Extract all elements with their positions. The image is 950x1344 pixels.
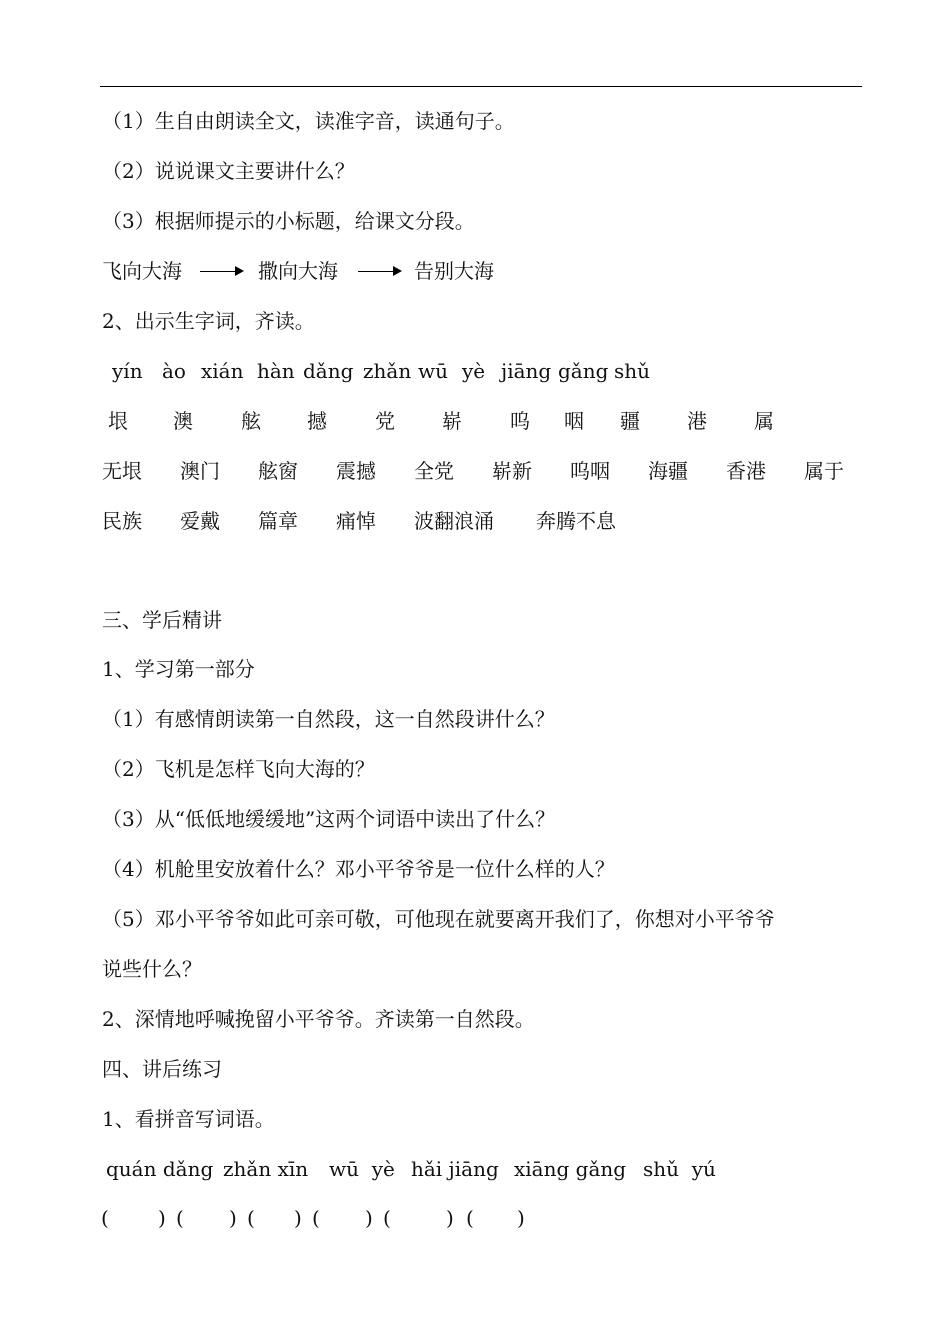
blank-open-paren: (	[312, 1206, 320, 1230]
word: 波翻浪涌	[414, 509, 494, 533]
flow-step-3: 告别大海	[414, 259, 494, 283]
word: 无垠	[102, 459, 142, 483]
section3-question-5: （5）邓小平爷爷如此可亲可敬，可他现在就要离开我们了，你想对小平爷爷	[102, 907, 775, 931]
blank-open-paren: (	[101, 1206, 109, 1230]
section4-task1: 1、看拼音写词语。	[102, 1107, 275, 1131]
blank-close-paren: )	[365, 1206, 373, 1230]
pinyin-word: xiāng gǎng	[514, 1157, 627, 1181]
word: 呜咽	[570, 459, 610, 483]
character: 港	[687, 409, 707, 433]
word: 痛悼	[336, 509, 376, 533]
intro-question-2: （2）说说课文主要讲什么？	[102, 159, 355, 183]
character: 属	[754, 409, 774, 433]
blank-close-paren: )	[446, 1206, 454, 1230]
word: 震撼	[336, 459, 376, 483]
character: 呜	[510, 409, 530, 433]
word: 澳门	[180, 459, 220, 483]
intro-question-3: （3）根据师提示的小标题，给课文分段。	[102, 209, 475, 233]
pinyin-word: quán dǎng	[106, 1157, 214, 1181]
word: 篇章	[258, 509, 298, 533]
arrow-right-icon	[358, 266, 402, 276]
character: 撼	[307, 409, 327, 433]
pinyin: yè	[462, 359, 486, 383]
pinyin: hàn	[257, 359, 295, 383]
pinyin-word: wū yè	[329, 1157, 395, 1181]
pinyin: gǎng	[558, 359, 609, 383]
section3-question-1: （1）有感情朗读第一自然段，这一自然段讲什么？	[102, 707, 555, 731]
character: 澳	[173, 409, 193, 433]
word: 全党	[414, 459, 454, 483]
word: 香港	[726, 459, 766, 483]
character: 党	[375, 409, 395, 433]
pinyin: jiāng	[501, 359, 552, 383]
flow-step-2: 撒向大海	[258, 259, 338, 283]
pinyin: zhǎn	[363, 359, 412, 383]
section3-part2: 2、深情地呼喊挽留小平爷爷。齐读第一自然段。	[102, 1007, 535, 1031]
section3-question-2: （2）飞机是怎样飞向大海的？	[102, 757, 375, 781]
intro-question-1: （1）生自由朗读全文，读准字音，读通句子。	[102, 109, 515, 133]
blank-open-paren: (	[176, 1206, 184, 1230]
word: 爱戴	[180, 509, 220, 533]
pinyin: xián	[201, 359, 244, 383]
word: 奔腾不息	[536, 509, 616, 533]
blank-open-paren: (	[247, 1206, 255, 1230]
character: 崭	[442, 409, 462, 433]
section3-question-4: （4）机舱里安放着什么？邓小平爷爷是一位什么样的人？	[102, 857, 615, 881]
character: 垠	[108, 409, 128, 433]
word: 属于	[804, 459, 844, 483]
character: 疆	[620, 409, 640, 433]
pinyin: yín	[112, 359, 143, 383]
word: 海疆	[648, 459, 688, 483]
section3-question-3: （3）从“低低地缓缓地”这两个词语中读出了什么？	[102, 807, 556, 831]
pinyin: ào	[162, 359, 186, 383]
pinyin: shǔ	[614, 359, 651, 383]
word: 舷窗	[258, 459, 298, 483]
character: 咽	[564, 409, 584, 433]
arrow-right-icon	[200, 266, 244, 276]
pinyin-word: shǔ yú	[643, 1157, 716, 1181]
blank-open-paren: (	[383, 1206, 391, 1230]
section3-question-5-cont: 说些什么？	[102, 957, 202, 981]
word: 民族	[102, 509, 142, 533]
blank-open-paren: (	[466, 1206, 474, 1230]
flow-step-1: 飞向大海	[102, 259, 182, 283]
blank-close-paren: )	[158, 1206, 166, 1230]
pinyin-word: zhǎn xīn	[223, 1157, 309, 1181]
word: 崭新	[492, 459, 532, 483]
blank-close-paren: )	[229, 1206, 237, 1230]
blank-close-paren: )	[517, 1206, 525, 1230]
section3-heading: 三、学后精讲	[102, 608, 222, 632]
header-rule	[100, 86, 862, 87]
character: 舷	[241, 409, 261, 433]
pinyin: wū	[418, 359, 448, 383]
blank-close-paren: )	[294, 1206, 302, 1230]
section4-heading: 四、讲后练习	[102, 1057, 222, 1081]
pinyin-word: hǎi jiāng	[411, 1157, 499, 1181]
task2-title: 2、出示生字词，齐读。	[102, 309, 315, 333]
section3-part1: 1、学习第一部分	[102, 657, 255, 681]
pinyin: dǎng	[303, 359, 354, 383]
